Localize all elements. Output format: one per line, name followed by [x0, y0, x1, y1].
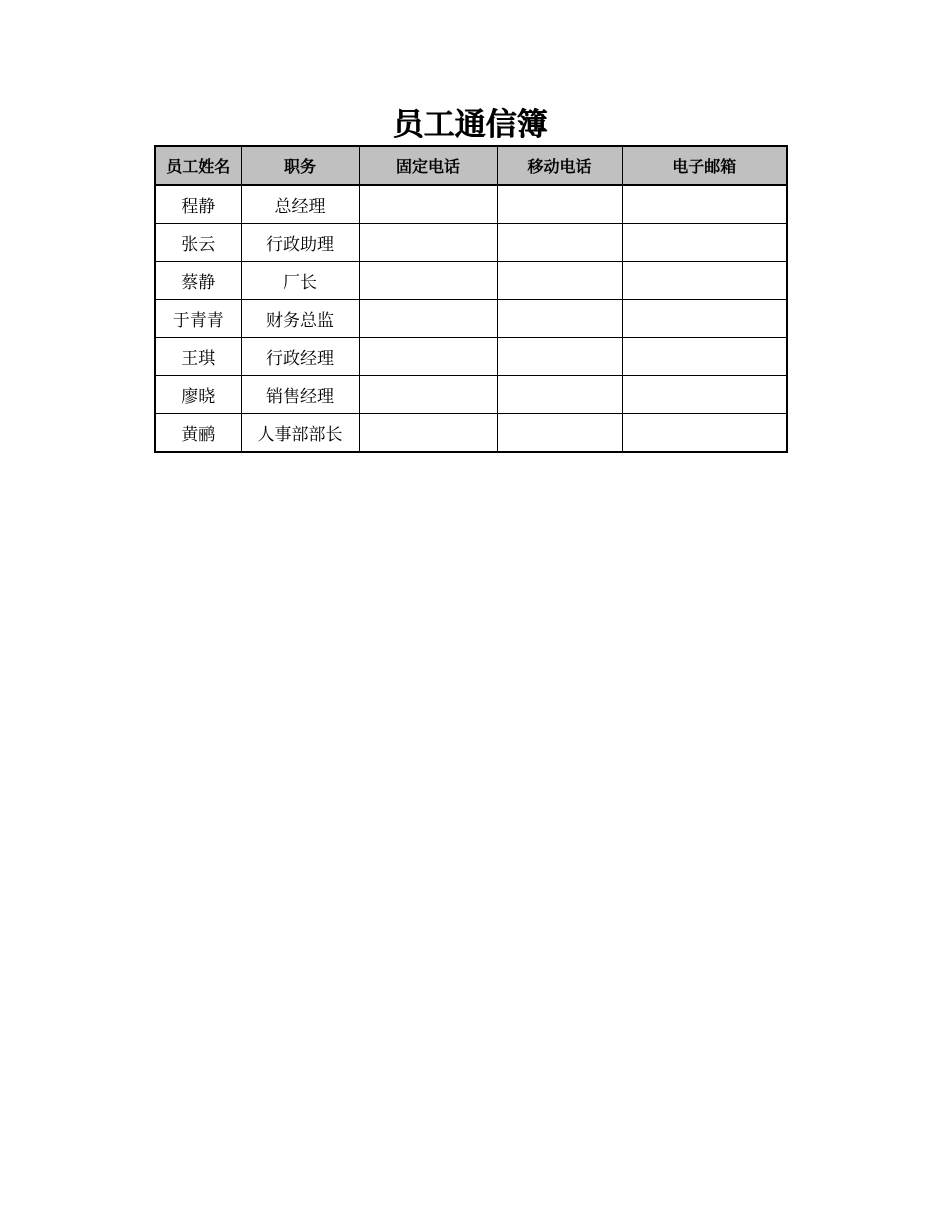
cell-position: 总经理	[241, 185, 359, 224]
cell-mobile	[497, 338, 622, 376]
cell-name: 蔡静	[155, 262, 241, 300]
cell-email	[622, 185, 787, 224]
cell-position: 销售经理	[241, 376, 359, 414]
employee-directory-table	[154, 145, 788, 453]
table-row	[155, 224, 787, 262]
page-title: 员工通信簿	[392, 107, 548, 143]
cell-name: 张云	[155, 224, 241, 262]
cell-landline	[359, 338, 497, 376]
cell-landline	[359, 414, 497, 453]
cell-position: 行政助理	[241, 224, 359, 262]
cell-name: 程静	[155, 185, 241, 224]
cell-mobile	[497, 185, 622, 224]
cell-name: 于青青	[155, 300, 241, 338]
header-mobile: 移动电话	[497, 146, 622, 185]
table-row	[155, 338, 787, 376]
cell-landline	[359, 300, 497, 338]
cell-position: 厂长	[241, 262, 359, 300]
cell-mobile	[497, 414, 622, 453]
cell-landline	[359, 224, 497, 262]
cell-mobile	[497, 376, 622, 414]
table-row	[155, 376, 787, 414]
cell-mobile	[497, 224, 622, 262]
cell-email	[622, 300, 787, 338]
table-row	[155, 300, 787, 338]
cell-name: 王琪	[155, 338, 241, 376]
cell-email	[622, 376, 787, 414]
cell-landline	[359, 262, 497, 300]
header-email: 电子邮箱	[622, 146, 787, 185]
cell-position: 人事部部长	[241, 414, 359, 453]
cell-mobile	[497, 300, 622, 338]
cell-name: 黄鹂	[155, 414, 241, 453]
cell-position: 行政经理	[241, 338, 359, 376]
table-row	[155, 185, 787, 224]
cell-position: 财务总监	[241, 300, 359, 338]
cell-email	[622, 224, 787, 262]
header-employee-name: 员工姓名	[155, 146, 241, 185]
cell-landline	[359, 376, 497, 414]
header-position: 职务	[241, 146, 359, 185]
table-header-row	[155, 146, 787, 185]
cell-email	[622, 338, 787, 376]
cell-mobile	[497, 262, 622, 300]
header-landline: 固定电话	[359, 146, 497, 185]
cell-name: 廖晓	[155, 376, 241, 414]
table-row	[155, 262, 787, 300]
cell-email	[622, 262, 787, 300]
table-row	[155, 414, 787, 453]
cell-landline	[359, 185, 497, 224]
cell-email	[622, 414, 787, 453]
